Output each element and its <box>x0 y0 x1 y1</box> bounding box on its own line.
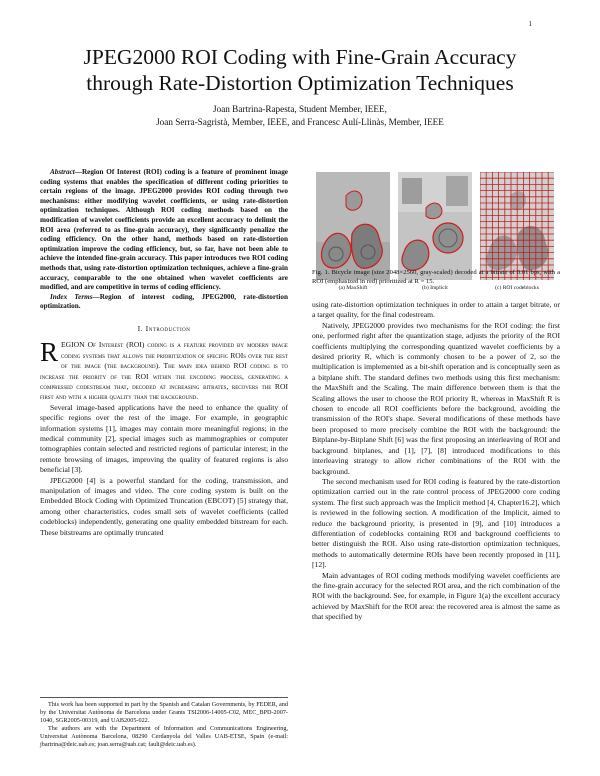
index-terms <box>40 293 288 312</box>
subfigure-roi-codeblocks <box>480 172 554 291</box>
intro-paragraph-1-text: EGION Of Interest (ROI) coding is a feature provided by modern image coding systems that allows the prioritization of specific ROIs over the rest of the image (the background). The main idea behind ROI coding is to increase the priority of the ROI within the encoding process, generating a compressed codestream that, decoded at increasing bitrates, recovers the ROI first and with a higher quality than the background. <box>40 340 288 402</box>
title-line-2: through Rate-Distortion Optimization Techniques <box>86 71 514 95</box>
footnote-affiliation: The authors are with the Department of Information and Communications Engineering, Universitat Autònoma Barcelona, 08290 Cerdanyola del Valles UAB-ETSE, Spain (e-mail: jbartrina@deic.uab.es; joan.serra@uab.cat; fauli@deic.uab.es). <box>40 725 288 748</box>
maxshift-image <box>316 172 390 280</box>
paper-title <box>40 44 560 96</box>
footnotes <box>40 697 288 749</box>
right-paragraph-2: Natively, JPEG2000 provides two mechanisms for the ROI coding: the first one, performed right after the quantization stage, adjusts the priority of the ROI coefficients multiplying the corresponding quantized wavelet coefficients by a desired priority R, which is commonly chosen to be a power of 2, so the multiplication is implemented as a bit-shift operation and is conceptually seen as a bitplane shift. The standard defines two methods using this first mechanism: the MaxShift and the Scaling. The main difference between them is that the Scaling allows the user to choose the ROI priority R, whereas in MaxShift R is chosen to encode all ROI coefficients before the background, avoiding the transmission of the ROI's shape. Several modifications of these methods have been proposed to more precisely combine the ROI with the background: the Bitplane-by-Bitplane Shift [6] was the first proposing an interleaving of ROI and background bitplanes, and [1], [7], [8] introduced modifications to this interleaving strategy to allow richer combinations of the ROI with the background. <box>312 320 560 476</box>
authors-line-2: Joan Serra-Sagristà, Member, IEEE, and Francesc Aulí-Llinàs, Member, IEEE <box>156 117 444 127</box>
subfigure-maxshift <box>316 172 390 291</box>
right-column <box>312 300 560 623</box>
author-list <box>40 103 560 129</box>
subcaption-b: (b) Implicit <box>422 285 448 291</box>
abstract-text: —Region Of Interest (ROI) coding is a feature of prominent image coding systems that enables the specification of different coding priorities to certain regions of the image. JPEG2000 provides ROI coding through two mechanisms: either modifying wavelet coefficients, or using rate-distortion optimization techniques. Although ROI coding methods based on the modification of wavelet coefficients provide an excellent accuracy to delimit the ROI area (referred to as fine-grain accuracy), they significantly penalize the coding efficiency. On the other hand, methods based on rate-distortion optimization improve the coding efficiency, but, so far, have not been able to achieve the intended fine-grain accuracy. This paper introduces two ROI coding methods that, using rate-distortion optimization techniques, achieve a fine-grain accuracy, comparable to the one obtained when wavelet coefficients are modified, and are competitive in terms of coding efficiency. <box>40 168 288 292</box>
authors-line-1: Joan Bartrina-Rapesta, Student Member, IEEE, <box>213 104 387 114</box>
index-terms-text: —Region of interest coding, JPEG2000, rate-distortion optimization. <box>40 292 288 311</box>
right-paragraph-3: The second mechanism used for ROI coding is featured by the rate-distortion optimization carried out in the rate control process of JPEG2000 core coding system. The first such approach was the Implicit method [4, Chapter16.2], which is reviewed in the following section. A modification of the Implicit, aimed to reduce the background priority, is presented in [9], and [10] introduces a differentiation of codeblocks containing ROI and background coefficients to better distinguish the ROI. Also using rate-distortion optimization techniques, methods to automatically determine ROIs have been recently proposed in [11], [12]. <box>312 476 560 570</box>
subcaption-c: (c) ROI codeblocks <box>495 285 539 291</box>
intro-paragraph-2: Several image-based applications have the need to enhance the quality of specific regions over the rest of the image. For example, in geographic information systems [1], images may contain more meaningful regions; in the medical community [2], special images such as mammographies or computer tomographies contain selected and restricted regions of particular interest; in the remote browsing of images, improving the quality of featured regions is also beneficial [3]. <box>40 402 288 475</box>
implicit-image <box>398 172 472 280</box>
intro-paragraph-3: JPEG2000 [4] is a powerful standard for the coding, transmission, and manipulation of images and video. The core coding system is built on the Embedded Block Coding with Optimized Truncation (EBCOT) [5] strategy that, among other characteristics, codes small sets of wavelet coefficients (called codeblocks) independently, generating one quality embedded bitstream for each. These bitstreams are optimally truncated <box>40 475 288 537</box>
subcaption-a: (a) MaxShift <box>338 285 368 291</box>
section-heading-introduction: I. Introduction <box>137 323 191 333</box>
left-column <box>40 168 288 538</box>
figure-1-caption: Fig. 1. Bicycle image (size 2048×2560, gray-scaled) decoded at a bitrate of 0.01 bps, with a ROI (emphasized in red) prioritized at R = 15. <box>312 269 560 285</box>
subfigure-implicit <box>398 172 472 291</box>
footnote-funding: This work has been supported in part by the Spanish and Catalan Governments, by FEDER, and by the Universitat Autònoma de Barcelona under Grants TSI2006-14005-C02, MEC_BPD-2007-1040, SGR2005-00319, and UAB2005-022. <box>40 701 288 724</box>
title-line-1: JPEG2000 ROI Coding with Fine-Grain Accuracy <box>83 45 517 69</box>
page-number: 1 <box>528 20 532 28</box>
abstract <box>40 168 288 293</box>
abstract-label: Abstract <box>50 168 75 176</box>
roi-codeblocks-image <box>480 172 554 280</box>
right-paragraph-4: Main advantages of ROI coding methods modifying wavelet coefficients are the fine-grain accuracy for the selected ROI area, and the rich combination of the ROI with the background. See, for example, in Figure 1(a) the excellent accuracy achieved by MaxShift for the ROI area: the recovered area is almost the same as that specified by <box>312 570 560 622</box>
intro-paragraph-1 <box>40 337 288 402</box>
drop-cap: R <box>40 337 59 368</box>
right-paragraph-1: using rate-distortion optimization techniques in order to attain a target bitrate, or a target quality, for the final codestream. <box>312 300 560 320</box>
index-terms-label: Index Terms <box>50 292 93 301</box>
